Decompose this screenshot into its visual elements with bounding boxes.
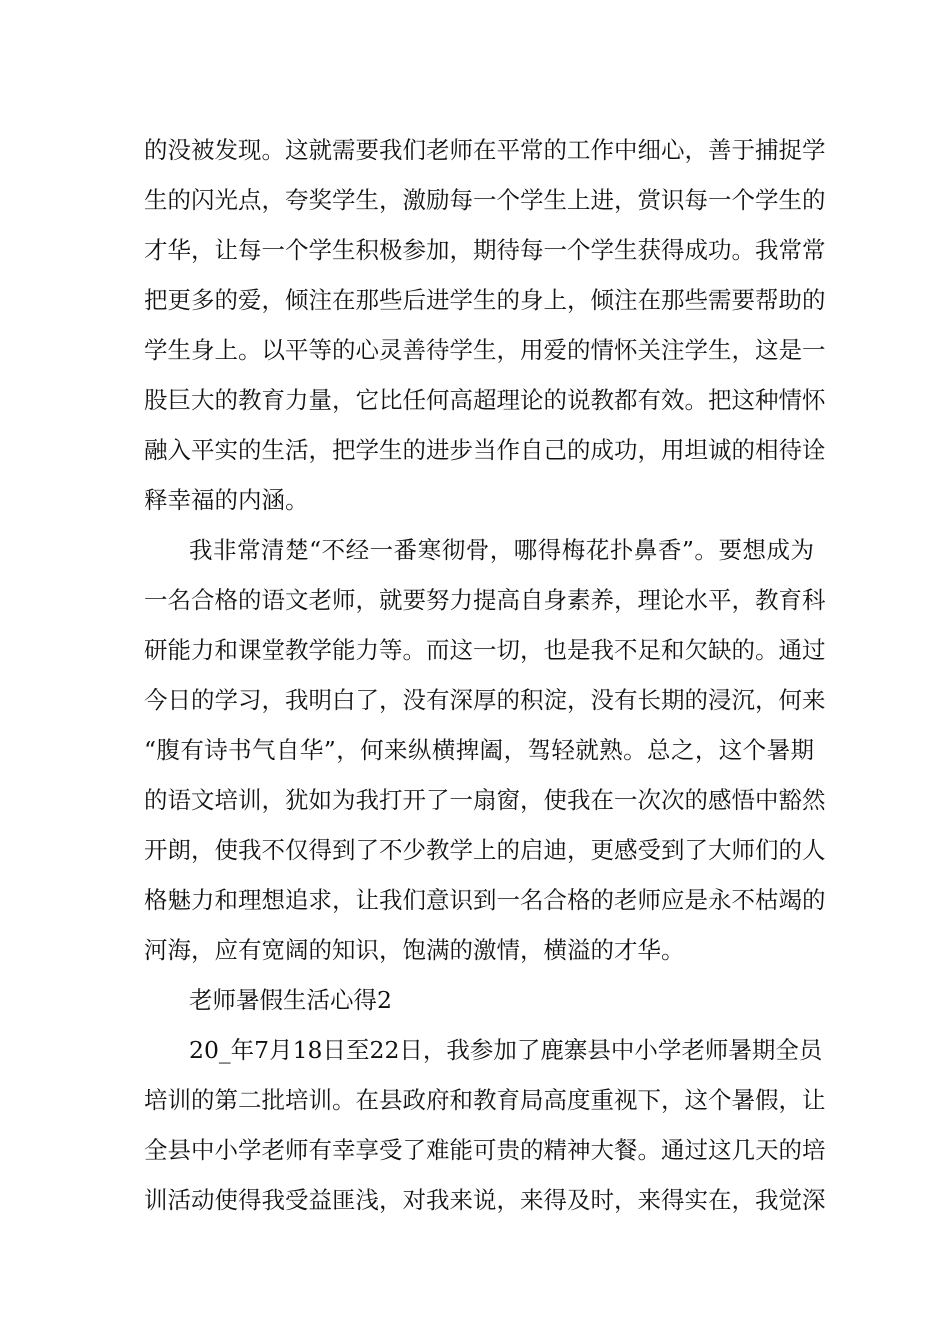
- text-line: 生的闪光点，夸奖学生，激励每一个学生上进，赏识每一个学生的: [144, 186, 826, 214]
- text-line: 的语文培训，犹如为我打开了一扇窗，使我在一次次的感悟中豁然: [144, 786, 826, 814]
- paragraph-first-line: 我非常清楚“不经一番寒彻骨，哪得梅花扑鼻香”。要想成为: [189, 536, 814, 564]
- text-line: 开朗，使我不仅得到了不少教学上的启迪，更感受到了大师们的人: [144, 836, 826, 864]
- section-heading: 老师暑假生活心得2: [189, 986, 392, 1014]
- text-line: 释幸福的内涵。: [144, 486, 309, 514]
- text-line: 格魅力和理想追求，让我们意识到一名合格的老师应是永不枯竭的: [144, 886, 826, 914]
- text-line: 股巨大的教育力量，它比任何高超理论的说教都有效。把这种情怀: [144, 386, 826, 414]
- text-line: 河海，应有宽阔的知识，饱满的激情，横溢的才华。: [144, 936, 685, 964]
- text-line: 全县中小学老师有幸享受了难能可贵的精神大餐。通过这几天的培: [144, 1136, 826, 1164]
- text-line: “腹有诗书气自华”，何来纵横捭阖，驾轻就熟。总之，这个暑期: [144, 736, 814, 764]
- text-line: 一名合格的语文老师，就要努力提高自身素养，理论水平，教育科: [144, 586, 826, 614]
- text-line: 研能力和课堂教学能力等。而这一切，也是我不足和欠缺的。通过: [144, 636, 826, 664]
- text-line: 今日的学习，我明白了，没有深厚的积淀，没有长期的浸沉，何来: [144, 686, 826, 714]
- text-line: 的没被发现。这就需要我们老师在平常的工作中细心，善于捕捉学: [144, 136, 826, 164]
- text-line: 培训的第二批培训。在县政府和教育局高度重视下，这个暑假，让: [144, 1086, 826, 1114]
- text-line: 才华，让每一个学生积极参加，期待每一个学生获得成功。我常常: [144, 236, 826, 264]
- text-line: 训活动使得我受益匪浅，对我来说，来得及时，来得实在，我觉深: [144, 1186, 826, 1214]
- paragraph-first-line: 20_年7月18日至22日，我参加了鹿寨县中小学老师暑期全员: [189, 1036, 823, 1064]
- text-line: 融入平实的生活，把学生的进步当作自己的成功，用坦诚的相待诠: [144, 436, 826, 464]
- text-line: 把更多的爱，倾注在那些后进学生的身上，倾注在那些需要帮助的: [144, 286, 826, 314]
- text-line: 学生身上。以平等的心灵善待学生，用爱的情怀关注学生，这是一: [144, 336, 826, 364]
